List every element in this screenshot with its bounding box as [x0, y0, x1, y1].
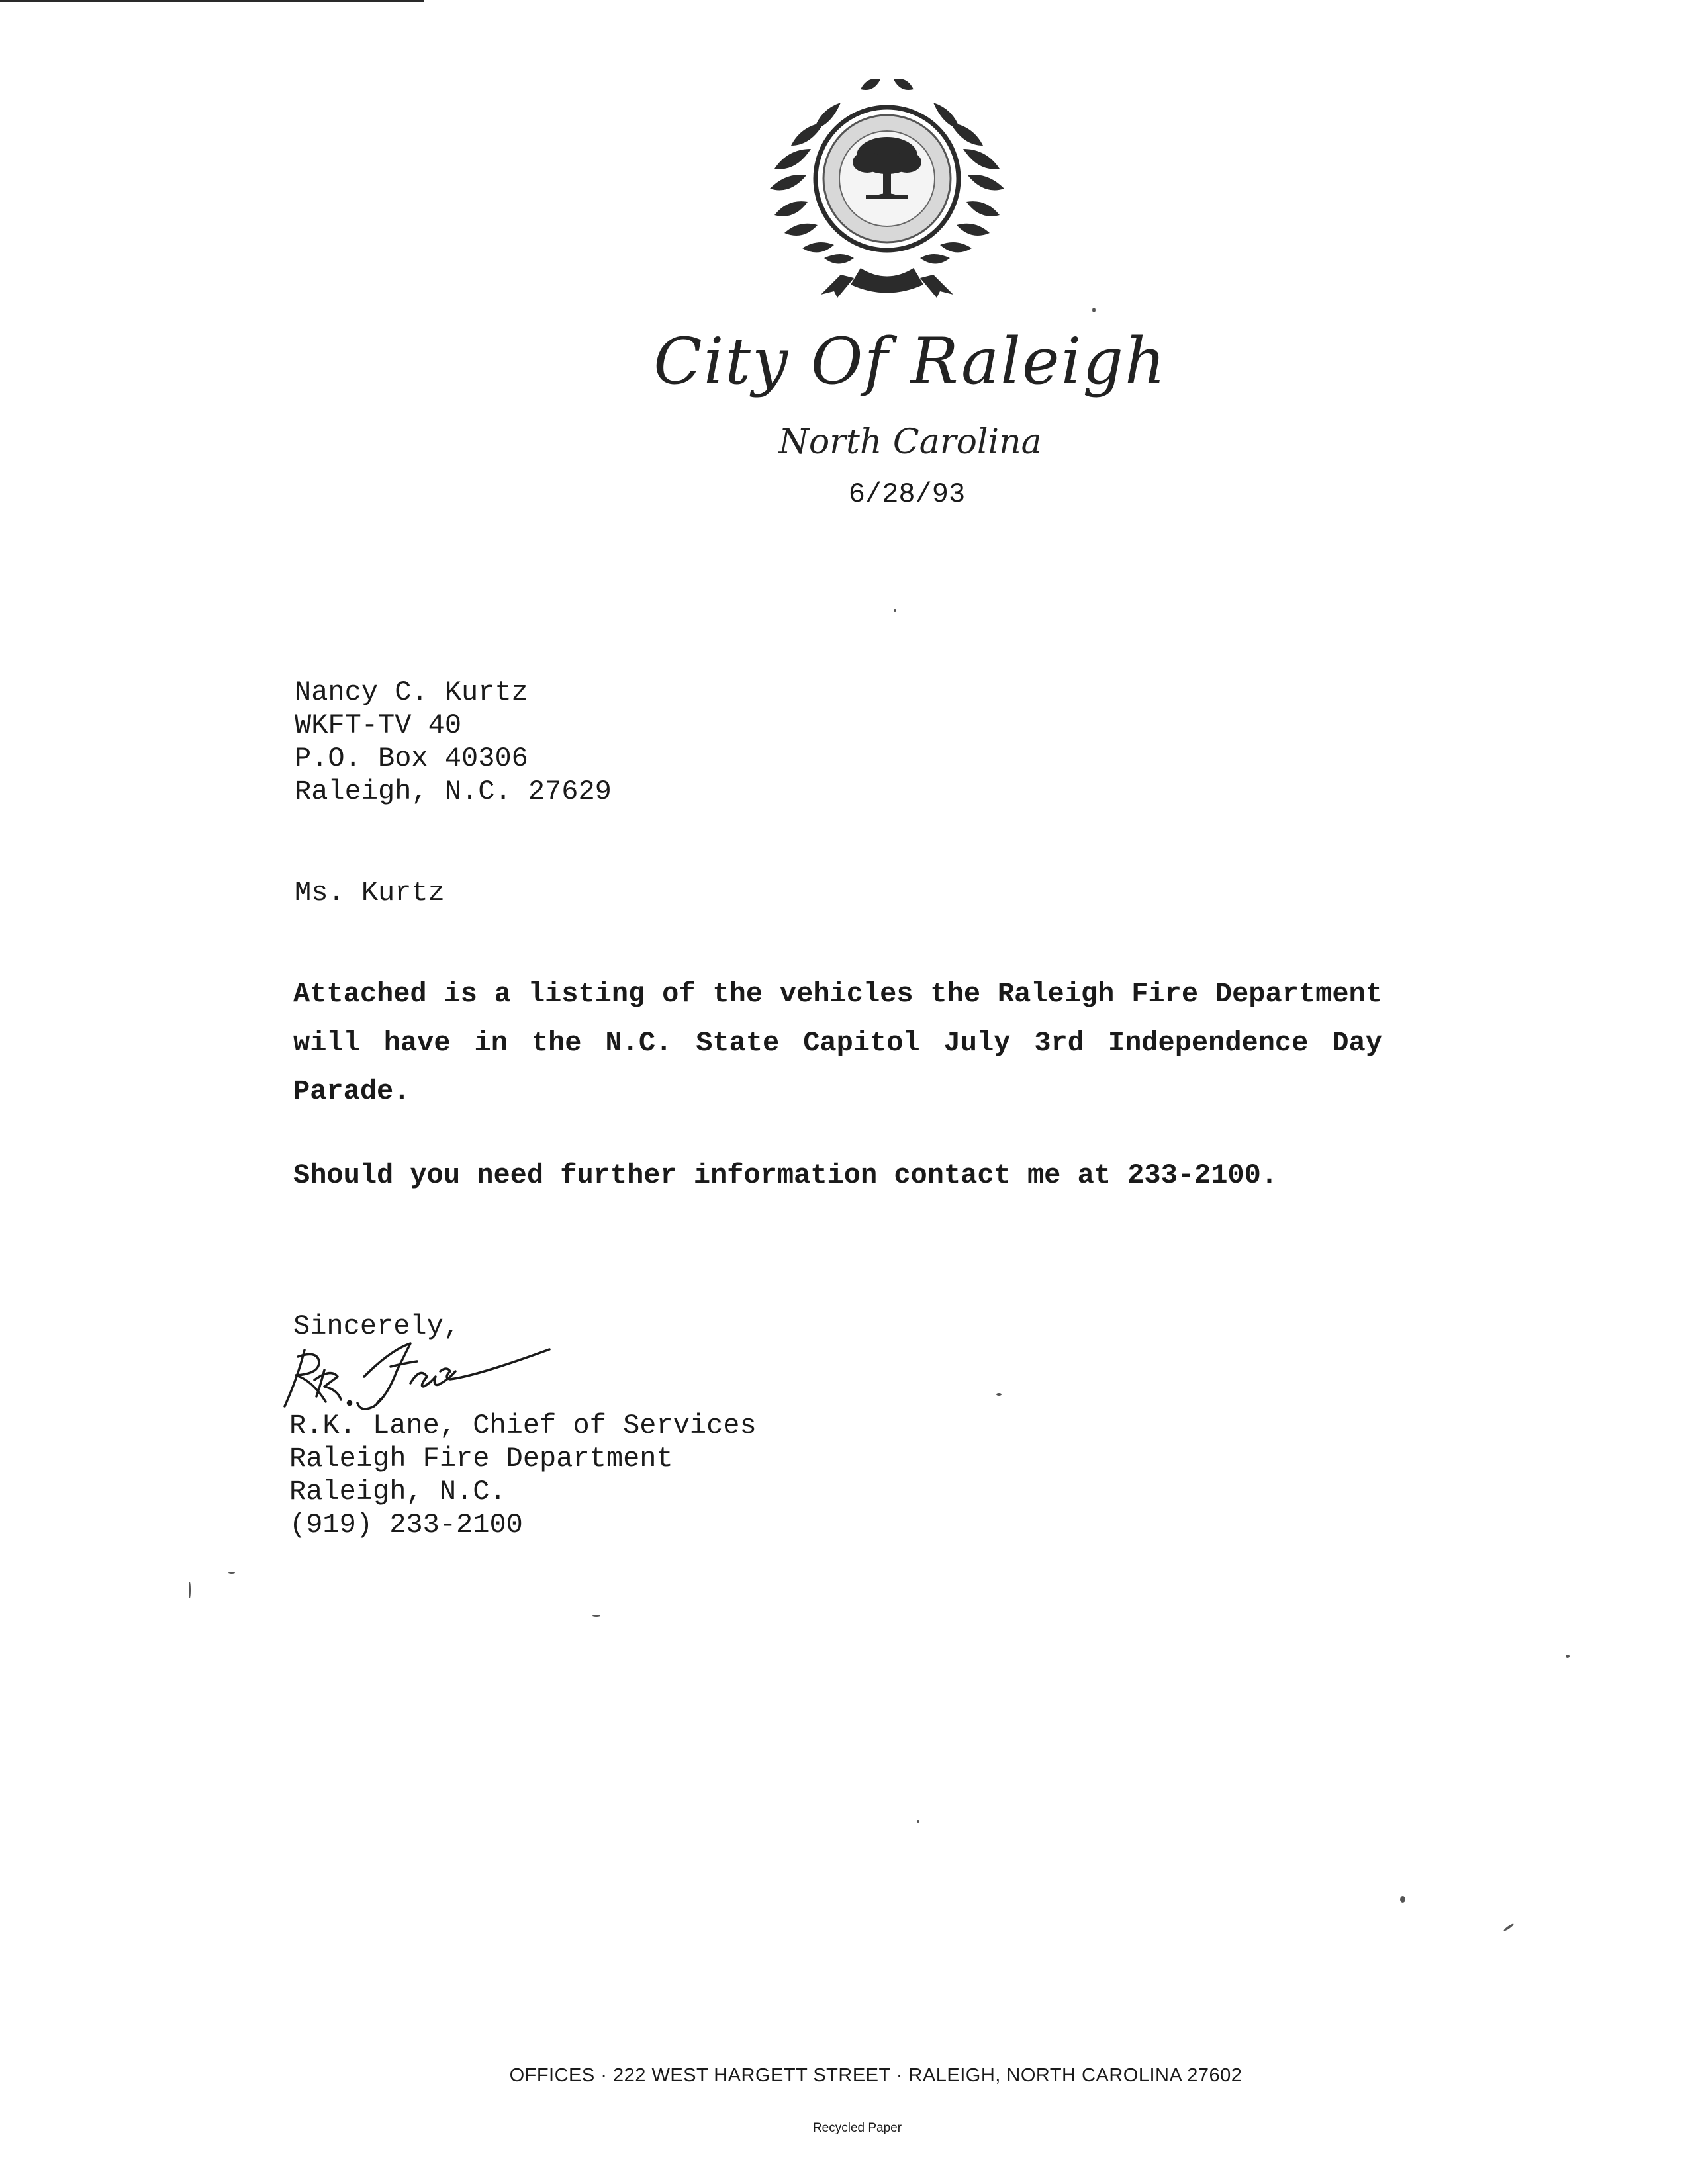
- scan-speck: [917, 1820, 919, 1823]
- word: Fire: [1131, 978, 1199, 1010]
- scan-speck: [1566, 1655, 1570, 1658]
- word: Capitol: [803, 1027, 920, 1059]
- letter-date: 6/28/93: [848, 478, 966, 510]
- word: in: [474, 1027, 508, 1059]
- word: listing: [528, 978, 645, 1010]
- word: Attached: [293, 978, 427, 1010]
- word: of: [662, 978, 696, 1010]
- scan-speck: [894, 609, 896, 612]
- word: will: [293, 1027, 360, 1059]
- word: N.C.: [605, 1027, 673, 1059]
- salutation: Ms. Kurtz: [295, 877, 445, 909]
- recipient-city: Raleigh, N.C. 27629: [295, 776, 612, 807]
- body-paragraph-2: Should you need further information contact me at 233-2100.: [293, 1160, 1278, 1191]
- word: Day: [1332, 1027, 1382, 1059]
- word: the: [531, 1027, 582, 1059]
- word: July: [943, 1027, 1011, 1059]
- word: the: [930, 978, 981, 1010]
- word: vehicles: [779, 978, 914, 1010]
- city-seal-icon: [761, 76, 1013, 301]
- recycled-paper-note: Recycled Paper: [812, 2121, 902, 2135]
- word: 3rd: [1034, 1027, 1084, 1059]
- scan-speck: [228, 1572, 235, 1574]
- word: Department: [1215, 978, 1382, 1010]
- word: Parade.: [293, 1075, 410, 1107]
- word: is: [444, 978, 477, 1010]
- recipient-organization: WKFT-TV 40: [295, 709, 462, 741]
- body-line-1: [293, 978, 1382, 1010]
- word: have: [383, 1027, 451, 1059]
- handwritten-signature-icon: [278, 1330, 569, 1420]
- closing: Sincerely,: [293, 1310, 461, 1342]
- recipient-po-box: P.O. Box 40306: [295, 743, 528, 774]
- signer-department: Raleigh Fire Department: [289, 1443, 673, 1475]
- scan-speck: [996, 1393, 1002, 1396]
- footer-address: OFFICES · 222 WEST HARGETT STREET · RALEIGH, NORTH CAROLINA 27602: [509, 2065, 1243, 2086]
- signer-name-title: R.K. Lane, Chief of Services: [289, 1410, 757, 1441]
- scan-speck: [1503, 1923, 1514, 1932]
- body-line-3: [293, 1075, 1382, 1107]
- scan-speck: [592, 1615, 600, 1617]
- signer-city: Raleigh, N.C.: [289, 1476, 506, 1508]
- word: Independence: [1107, 1027, 1309, 1059]
- scan-top-rule: [0, 0, 424, 2]
- scan-speck: [1092, 308, 1096, 312]
- body-line-2: [293, 1027, 1382, 1059]
- city-title: City Of Raleigh: [653, 324, 1167, 398]
- recipient-name: Nancy C. Kurtz: [295, 676, 528, 708]
- scan-speck: [1400, 1896, 1405, 1903]
- state-subtitle: North Carolina: [778, 422, 1042, 462]
- signer-phone: (919) 233-2100: [289, 1509, 523, 1541]
- word: State: [696, 1027, 780, 1059]
- word: Raleigh: [997, 978, 1115, 1010]
- word: a: [494, 978, 511, 1010]
- word: the: [712, 978, 763, 1010]
- scan-speck: [189, 1582, 191, 1598]
